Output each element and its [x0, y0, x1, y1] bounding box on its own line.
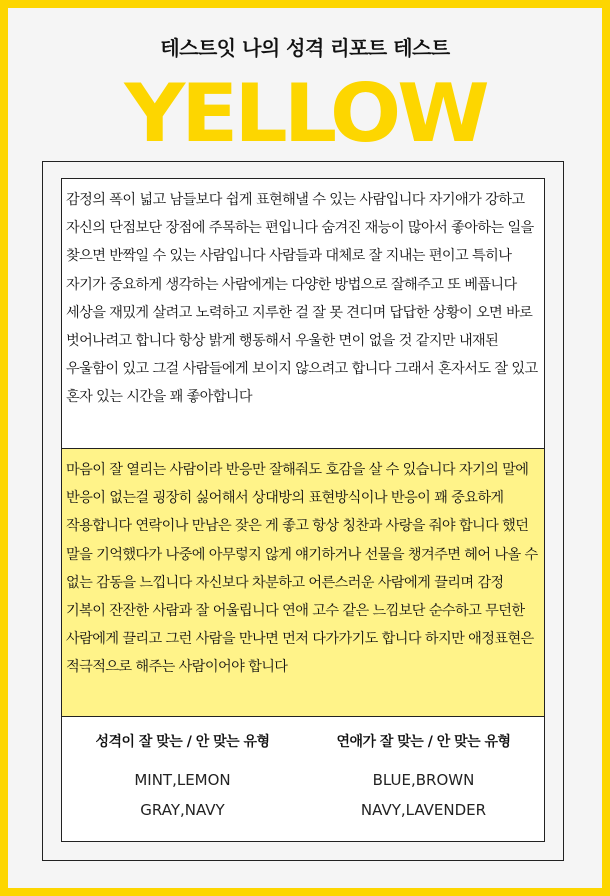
compatibility-section [62, 717, 544, 838]
result-color-title: YELLOW [124, 67, 486, 160]
report-box [61, 178, 545, 842]
test-subtitle: 테스트잇 나의 성격 리포트 테스트 [160, 36, 450, 60]
result-card [8, 8, 602, 888]
personality-good-match: MINT,LEMON [134, 771, 231, 789]
personality-match-title: 성격이 잘 맞는 / 안 맞는 유형 [95, 734, 270, 750]
romance-match-column [303, 717, 544, 838]
personality-match-column [62, 717, 303, 838]
romance-bad-match: NAVY,LAVENDER [360, 801, 487, 819]
romance-good-match: BLUE,BROWN [372, 771, 475, 789]
personality-description: 감정의 폭이 넓고 남들보다 쉽게 표현해낼 수 있는 사람입니다 자기애가 강하고 자신의 단점보단 장점에 주목하는 편입니다 숨겨진 재능이 많아서 좋아하는 일을 찾으면 반짝일 수 있는 사람입니다 사람들과 대체로 잘 지내는 편이고 특히나 자기가 중요하게 생각하는 사람에게는 다양한 방법으로 잘해주고 또 베풉니다 세상을 재밌게 살려고 노력하고 지루한 걸 잘 못 견디며 답답한 상황이 오면 바로 벗어나려고 합니다 항상 밝게 행동해서 우울한 면이 없을 것 같지만 내재된 우울함이 있고 그걸 사람들에게 보이지 않으려고 합니다 그래서 혼자서도 잘 있고 혼자 있는 시간을 꽤 좋아합니다 [62, 179, 544, 449]
romance-match-title: 연애가 잘 맞는 / 안 맞는 유형 [336, 734, 511, 750]
romance-description: 마음이 잘 열리는 사람이라 반응만 잘해줘도 호감을 살 수 있습니다 자기의 말에 반응이 없는걸 굉장히 싫어해서 상대방의 표현방식이나 반응이 꽤 중요하게 작용합니다 연락이나 만남은 잦은 게 좋고 항상 칭찬과 사랑을 줘야 합니다 했던 말을 기억했다가 나중에 아무렇지 않게 얘기하거나 선물을 챙겨주면 헤어 나올 수 없는 감동을 느낍니다 자신보다 차분하고 어른스러운 사람에게 끌리며 감정 기복이 잔잔한 사람과 잘 어울립니다 연애 고수 같은 느낌보단 순수하고 무던한 사람에게 끌리고 그런 사람을 만나면 먼저 다가가기도 합니다 하지만 애정표현은 적극적으로 해주는 사람이어야 합니다 [62, 449, 544, 717]
personality-bad-match: GRAY,NAVY [140, 801, 225, 819]
report-frame [42, 161, 564, 861]
